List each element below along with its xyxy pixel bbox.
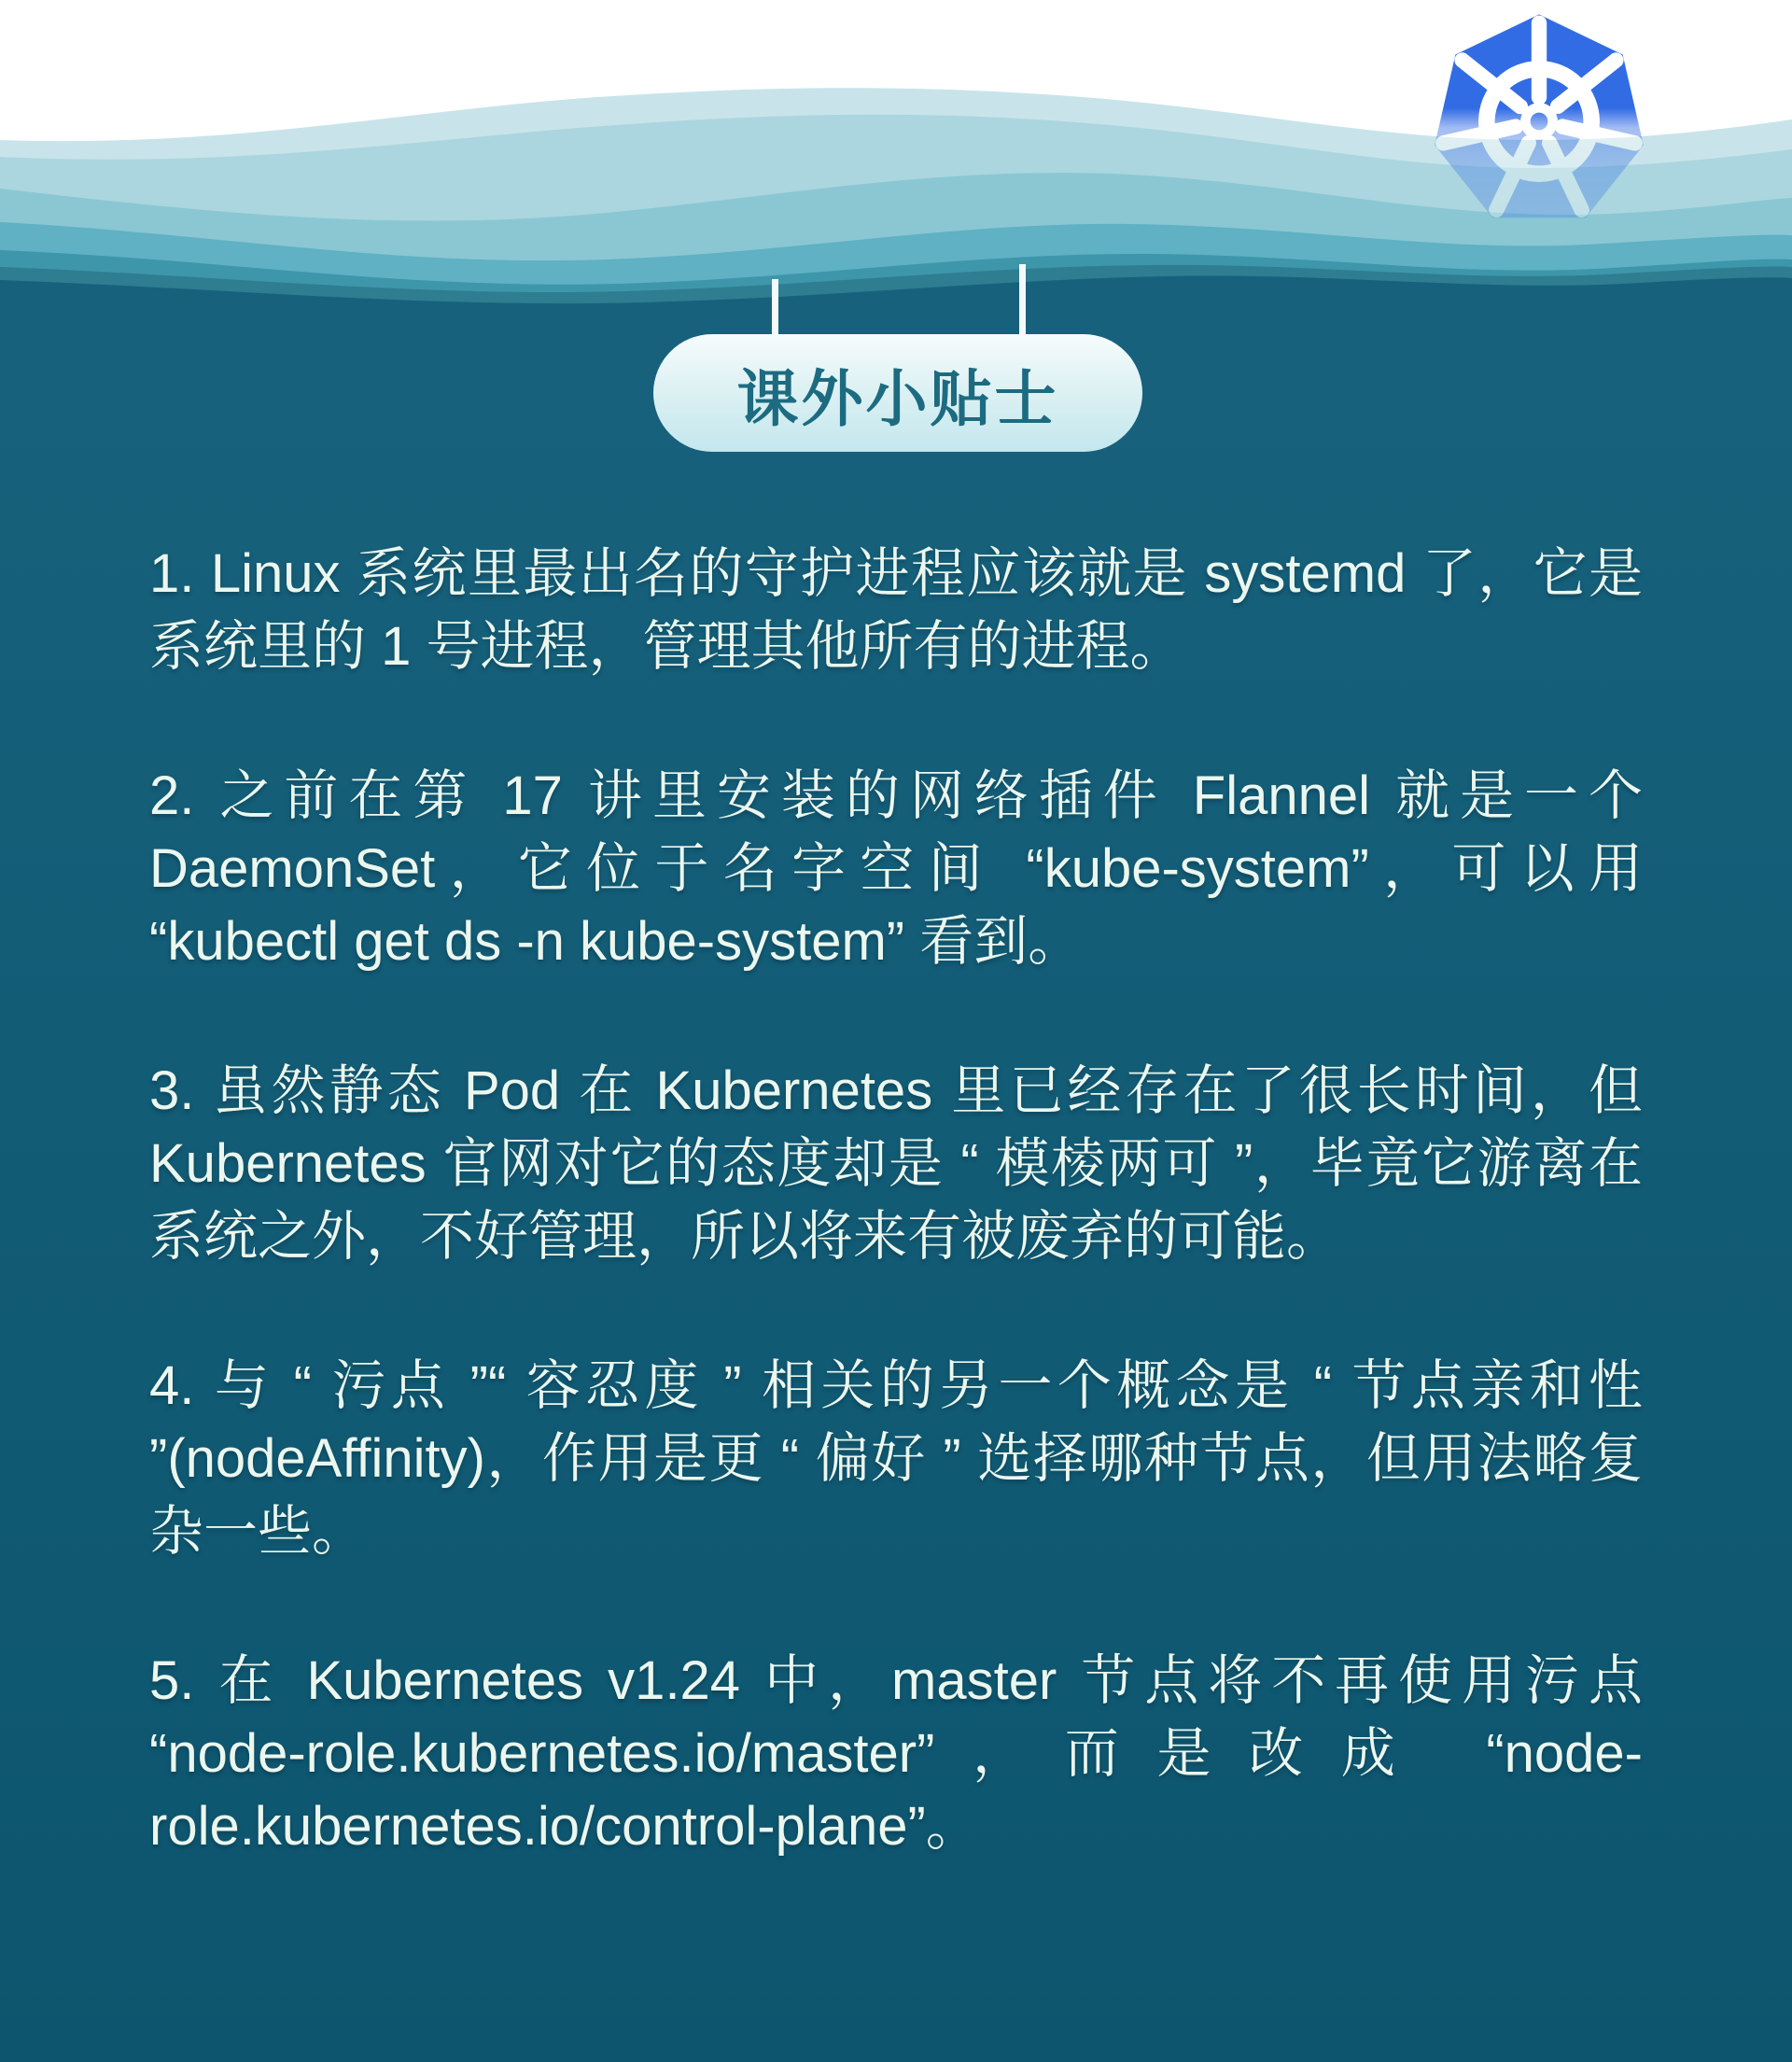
tip-item-3: 3. 虽然静态 Pod 在 Kubernetes 里已经存在了很长时间，但 Kubernetes 官网对它的态度却是 “ 模棱两可 ”，毕竟它游离在系统之外，不好管理，所以将来有被废弃的可能。 xyxy=(149,1060,1643,1267)
badge-hanger-line-right xyxy=(1019,264,1026,339)
tip-item-2: 2. 之前在第 17 讲里安装的网络插件 Flannel 就是一个 DaemonSet，它位于名字空间 “kube-system”，可以用 “kubectl get ds -n kube-system” 看到。 xyxy=(149,765,1643,972)
tip-item-5: 5. 在 Kubernetes v1.24 中，master 节点将不再使用污点 “node-role.kubernetes.io/master”，而是改成 “node-role.kubernetes.io/control-plane”。 xyxy=(149,1650,1643,1857)
title-badge-label: 课外小贴士 xyxy=(736,363,1059,433)
tip-item-1: 1. Linux 系统里最出名的守护进程应该就是 systemd 了，它是系统里的 1 号进程，管理其他所有的进程。 xyxy=(149,543,1643,677)
badge-hanger-line-left xyxy=(772,279,778,339)
tip-item-4: 4. 与 “ 污点 ”“ 容忍度 ” 相关的另一个概念是 “ 节点亲和性 ”(nodeAffinity)，作用是更 “ 偏好 ” 选择哪种节点，但用法略复杂一些。 xyxy=(149,1355,1643,1562)
kubernetes-logo-icon xyxy=(1428,6,1650,224)
title-badge xyxy=(653,334,1142,452)
tips-list xyxy=(149,538,1643,1940)
